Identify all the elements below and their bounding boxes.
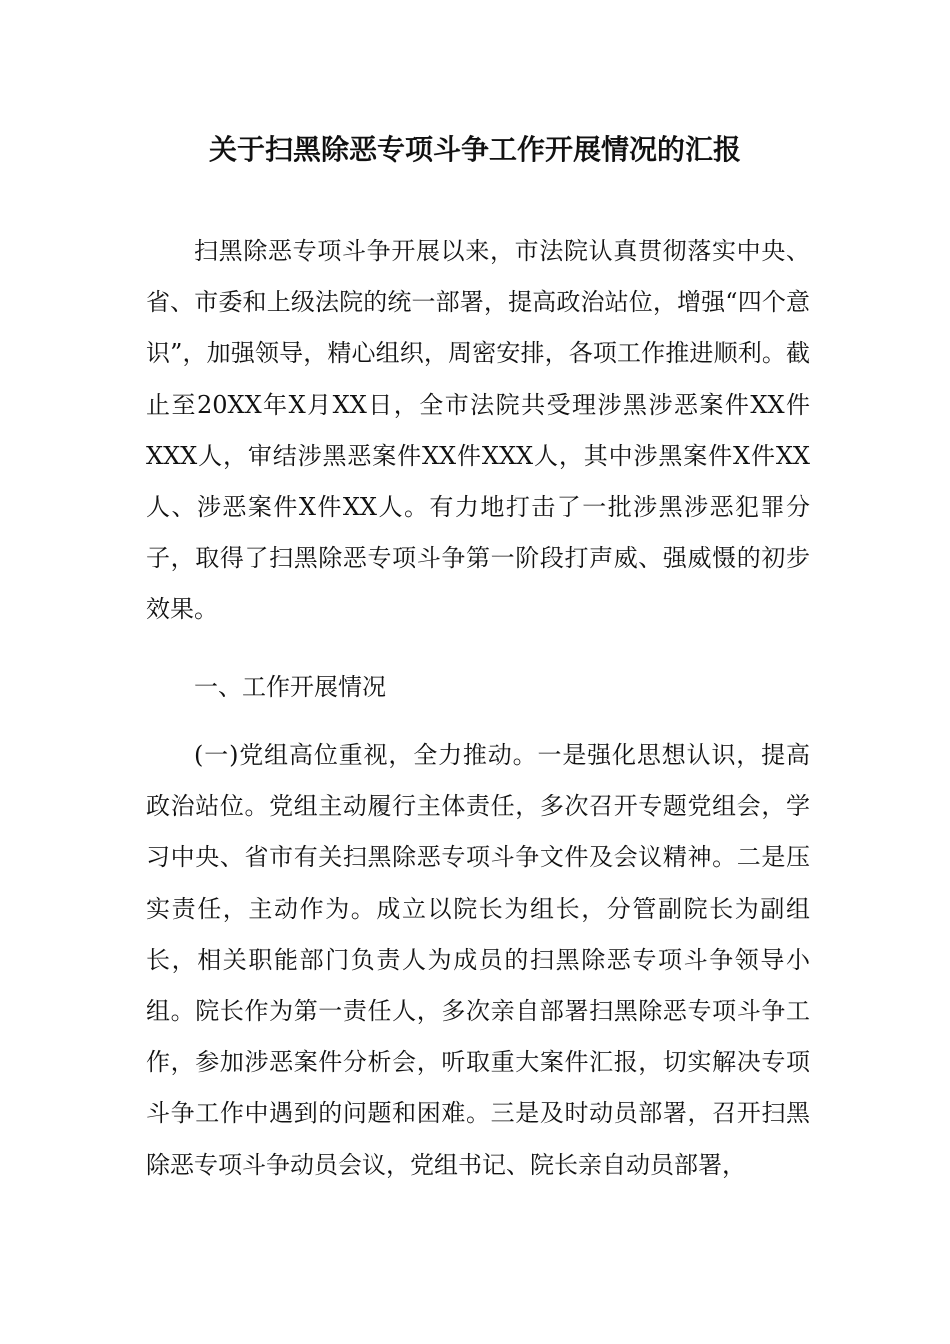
section-heading: 一、工作开展情况 (194, 673, 386, 701)
intro-paragraph: 扫黑除恶专项斗争开展以来，市法院认真贯彻落实中央、省、市委和上级法院的统一部署，提高政治站位，增强“四个意识”，加强领导，精心组织，周密安排，各项工作推进顺利。截止至20XX年X月XX日，全市法院共受理涉黑涉恶案件XX件XXX人，审结涉黑恶案件XX件XXX人，其中涉黑案件X件XX人、涉恶案件X件XX人。有力地打击了一批涉黑涉恶犯罪分子，取得了扫黑除恶专项斗争第一阶段打声威、强威慑的初步效果。 (146, 237, 810, 624)
document-title: 关于扫黑除恶专项斗争工作开展情况的汇报 (208, 133, 741, 166)
section-paragraph: (一)党组高位重视，全力推动。一是强化思想认识，提高政治站位。党组主动履行主体责任，多次召开专题党组会，学习中央、省市有关扫黑除恶专项斗争文件及会议精神。二是压实责任，主动作为。成立以院长为组长，分管副院长为副组长，相关职能部门负责人为成员的扫黑除恶专项斗争领导小组。院长作为第一责任人，多次亲自部署扫黑除恶专项斗争工作，参加涉恶案件分析会，听取重大案件汇报，切实解决专项斗争工作中遇到的问题和困难。三是及时动员部署，召开扫黑除恶专项斗争动员会议，党组书记、院长亲自动员部署， (146, 741, 810, 1179)
